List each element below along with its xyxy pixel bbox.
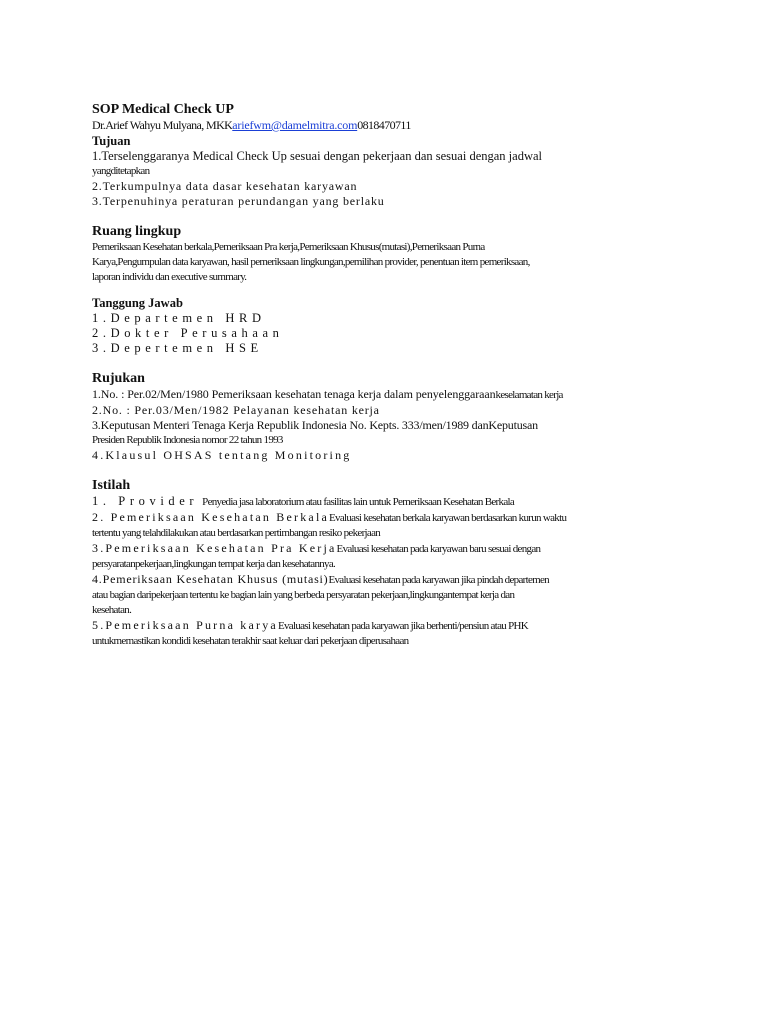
rujukan-item-3-cont: Presiden Republik Indonesia nomor 22 tahun 1993 (92, 434, 283, 446)
tujuan-item-1-cont: yangditetapkan (92, 165, 150, 177)
rujukan-item-1-end: keselamatan kerja (495, 389, 563, 401)
rujukan-item-1 (92, 387, 682, 403)
istilah-term-3 (92, 541, 682, 557)
document-body (92, 101, 682, 649)
tujuan-item-3: 3.Terpenuhinya peraturan perundangan yang berlaku (92, 194, 385, 208)
author-name: Dr.Arief Wahyu Mulyana, MKK (92, 118, 233, 132)
email-link[interactable]: ariefwm@damelmitra.com (232, 118, 358, 132)
istilah-term-3-def: Evaluasi kesehatan pada karyawan baru sesuai dengan (336, 543, 541, 555)
istilah-term-4-def: Evaluasi kesehatan pada karyawan jika pindah departemen (328, 574, 549, 586)
istilah-term-1-def: Penyedia jasa laboratorium atau fasilitas lain untuk Pemeriksaan Kesehatan Berkala (202, 496, 515, 508)
tanggung-jawab-heading: Tanggung Jawab (92, 296, 183, 310)
tanggung-jawab-item-2: 2.Dokter Perusahaan (92, 326, 284, 340)
ruang-lingkup-line-1: Pemeriksaan Kesehatan berkala,Pemeriksaan Pra kerja,Pemeriksaan Khusus(mutasi),Pemeriksaan Purna (92, 241, 485, 253)
document-title: SOP Medical Check UP (92, 102, 234, 117)
istilah-term-1-label: 1. Provider (92, 494, 199, 508)
istilah-term-4-cont: atau bagian daripekerjaan tertentu ke bagian lain yang berbeda persyaratan pekerjaan,lingkungantempat kerja dan (92, 589, 515, 601)
rujukan-item-4: 4.Klausul OHSAS tentang Monitoring (92, 448, 352, 462)
istilah-term-2-cont: tertentu yang telahdilakukan atau berdasarkan pertimbangan resiko pekerjaan (92, 527, 381, 539)
istilah-term-5 (92, 618, 682, 634)
istilah-term-4-cont-2: kesehatan. (92, 604, 132, 616)
tujuan-item-1: 1.Terselenggaranya Medical Check Up sesuai dengan pekerjaan dan sesuai dengan jadwal (92, 149, 542, 163)
ruang-lingkup-heading: Ruang lingkup (92, 224, 182, 239)
istilah-term-2-def: Evaluasi kesehatan berkala karyawan berdasarkan kurun waktu (329, 512, 567, 524)
rujukan-item-3: 3.Keputusan Menteri Tenaga Kerja Republik Indonesia No. Kepts. 333/men/1989 danKeputusan (92, 418, 538, 432)
istilah-term-4-label: 4.Pemeriksaan Kesehatan Khusus (mutasi) (92, 572, 329, 586)
tanggung-jawab-item-1: 1.Departemen HRD (92, 311, 266, 325)
ruang-lingkup-line-2: Karya,Pengumpulan data karyawan, hasil pemeriksaan lingkungan,pemilihan provider, penentuan item pemeriksaan, (92, 256, 530, 268)
tujuan-heading: Tujuan (92, 134, 131, 148)
ruang-lingkup-line-3: laporan individu dan executive summary. (92, 271, 247, 283)
istilah-term-2-label: 2. Pemeriksaan Kesehatan Berkala (92, 510, 329, 524)
tujuan-item-2: 2.Terkumpulnya data dasar kesehatan karyawan (92, 179, 358, 193)
tanggung-jawab-item-3: 3.Depertemen HSE (92, 341, 263, 355)
istilah-term-3-label: 3.Pemeriksaan Kesehatan Pra Kerja (92, 541, 337, 555)
istilah-term-4 (92, 572, 682, 588)
rujukan-heading: Rujukan (92, 371, 145, 386)
rujukan-item-1-text: 1.No. : Per.02/Men/1980 Pemeriksaan kesehatan tenaga kerja dalam penyelenggaraan (92, 387, 496, 401)
istilah-heading: Istilah (92, 478, 131, 493)
istilah-term-5-def: Evaluasi kesehatan pada karyawan jika berhenti/pensiun atau PHK (277, 620, 529, 632)
rujukan-item-2: 2.No. : Per.03/Men/1982 Pelayanan kesehatan kerja (92, 403, 380, 417)
istilah-term-2 (92, 510, 682, 526)
istilah-term-5-label: 5.Pemeriksaan Purna karya (92, 618, 278, 632)
istilah-term-5-cont: untukmemastikan kondidi kesehatan terakhir saat keluar dari pekerjaan diperusahaan (92, 635, 409, 647)
author-line (92, 118, 682, 133)
istilah-term-3-cont: persyaratanpekerjaan,lingkungan tempat kerja dan kesehatannya. (92, 558, 336, 570)
phone-number: 0818470711 (357, 118, 411, 132)
istilah-term-1 (92, 494, 682, 510)
